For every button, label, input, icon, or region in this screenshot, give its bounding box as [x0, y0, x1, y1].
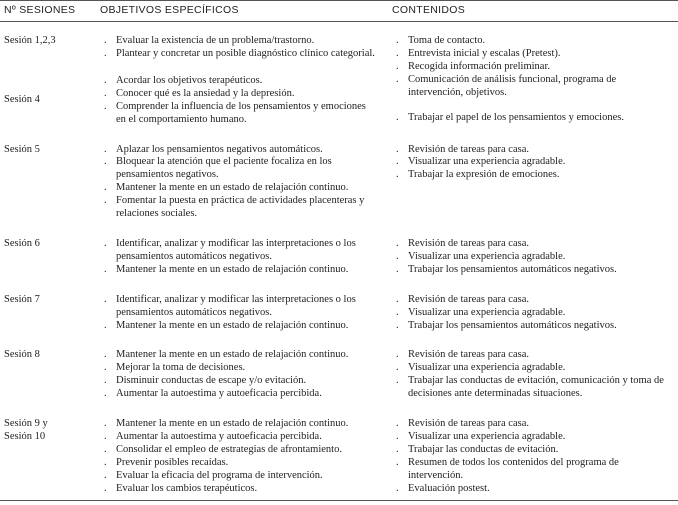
session-label: Sesión 5 [4, 144, 40, 155]
session-label: Sesión 1,2,3 [4, 35, 56, 46]
session-label: Sesión 10 [4, 431, 46, 442]
header-sessions: Nº SESIONES [4, 4, 76, 16]
header-objectives: OBJETIVOS ESPECÍFICOS [100, 4, 239, 16]
header-contents: CONTENIDOS [392, 4, 466, 16]
sessions-table: Nº SESIONES OBJETIVOS ESPECÍFICOS CONTENIDOS Sesión 1,2,3 . Evaluar la existencia de un problema/trastorno. . Plantear y concretar un posible diagnóstico clínico categorial. . Toma de contacto. . Entrevista inicial y escalas (Pretest). . Recogida información preliminar. Sesión 4 . Acordar los objetivos terapéuticos. . Conocer qué es la ansiedad y la depresión. . Comprender la influencia de los pensamientos y emociones en el comportamiento humano. . Comunicación de análisis funcional, programa de intervención, objetivos. . Trabajar el papel de los pensamientos y emociones. Sesión 5 . Aplazar los pensamientos negativos automáticos. . Bloquear la atención que el paciente focaliza en los pensamientos negativos. . Mantener la mente en un estado de relajación continuo. . Fomentar la puesta en práctica de actividades placenteras y relaciones sociales. . Revisión de tareas para casa. . Visualizar una experiencia agradable. . Trabajar la expresión de emociones. Sesión 6 . Identificar, analizar y modificar las interpretaciones o los pensamientos automáticos negativos. . Mantener la mente en un estado de relajación continuo. . Revisión de tareas para casa. . Visualizar una experiencia agradable. . Trabajar los pensamientos automáticos negativos. Sesión 7 . Identificar, analizar y modificar las interpretaciones o los pensamientos automáticos negativos. . Mantener la mente en un estado de relajación continuo. . Revisión de tareas para casa. . Visualizar una experiencia agradable. . Trabajar los pensamientos automáticos negativos. Sesión 8 . Mantener la mente en un estado de relajación continuo. . Mejorar la toma de decisiones. . Disminuir conductas de escape y/o evitación. . Aumentar la autoestima y autoeficacia percibida. . Revisión de tareas para casa. . Visualizar una experiencia agradable. . Trabajar las conductas de evitación, comunicación y toma de decisiones ante determinadas situaciones. Sesión 9 y Sesión 10 . Mantener la mente en un estado de relajación continuo. . Aumentar la autoestima y autoeficacia percibida. . Consolidar el empleo de estrategias de afrontamiento. . Prevenir posibles recaídas. . Evaluar la eficacia del programa de intervención. . Evaluar los cambios terapéuticos. . Revisión de tareas para casa. . Visualizar una experiencia agradable. . Trabajar las conductas de evitación. . Resumen de todos los contenidos del programa de intervención. . Evaluación postest. [0, 0, 678, 505]
session-label: Sesión 4 [4, 94, 40, 105]
session-label: Sesión 6 [4, 238, 40, 249]
table-top-border [0, 0, 678, 1]
table-bottom-border [0, 500, 678, 501]
session-label: Sesión 8 [4, 349, 40, 360]
session-label: Sesión 7 [4, 294, 40, 305]
session-label: Sesión 9 y [4, 418, 48, 429]
header-divider [0, 21, 678, 22]
